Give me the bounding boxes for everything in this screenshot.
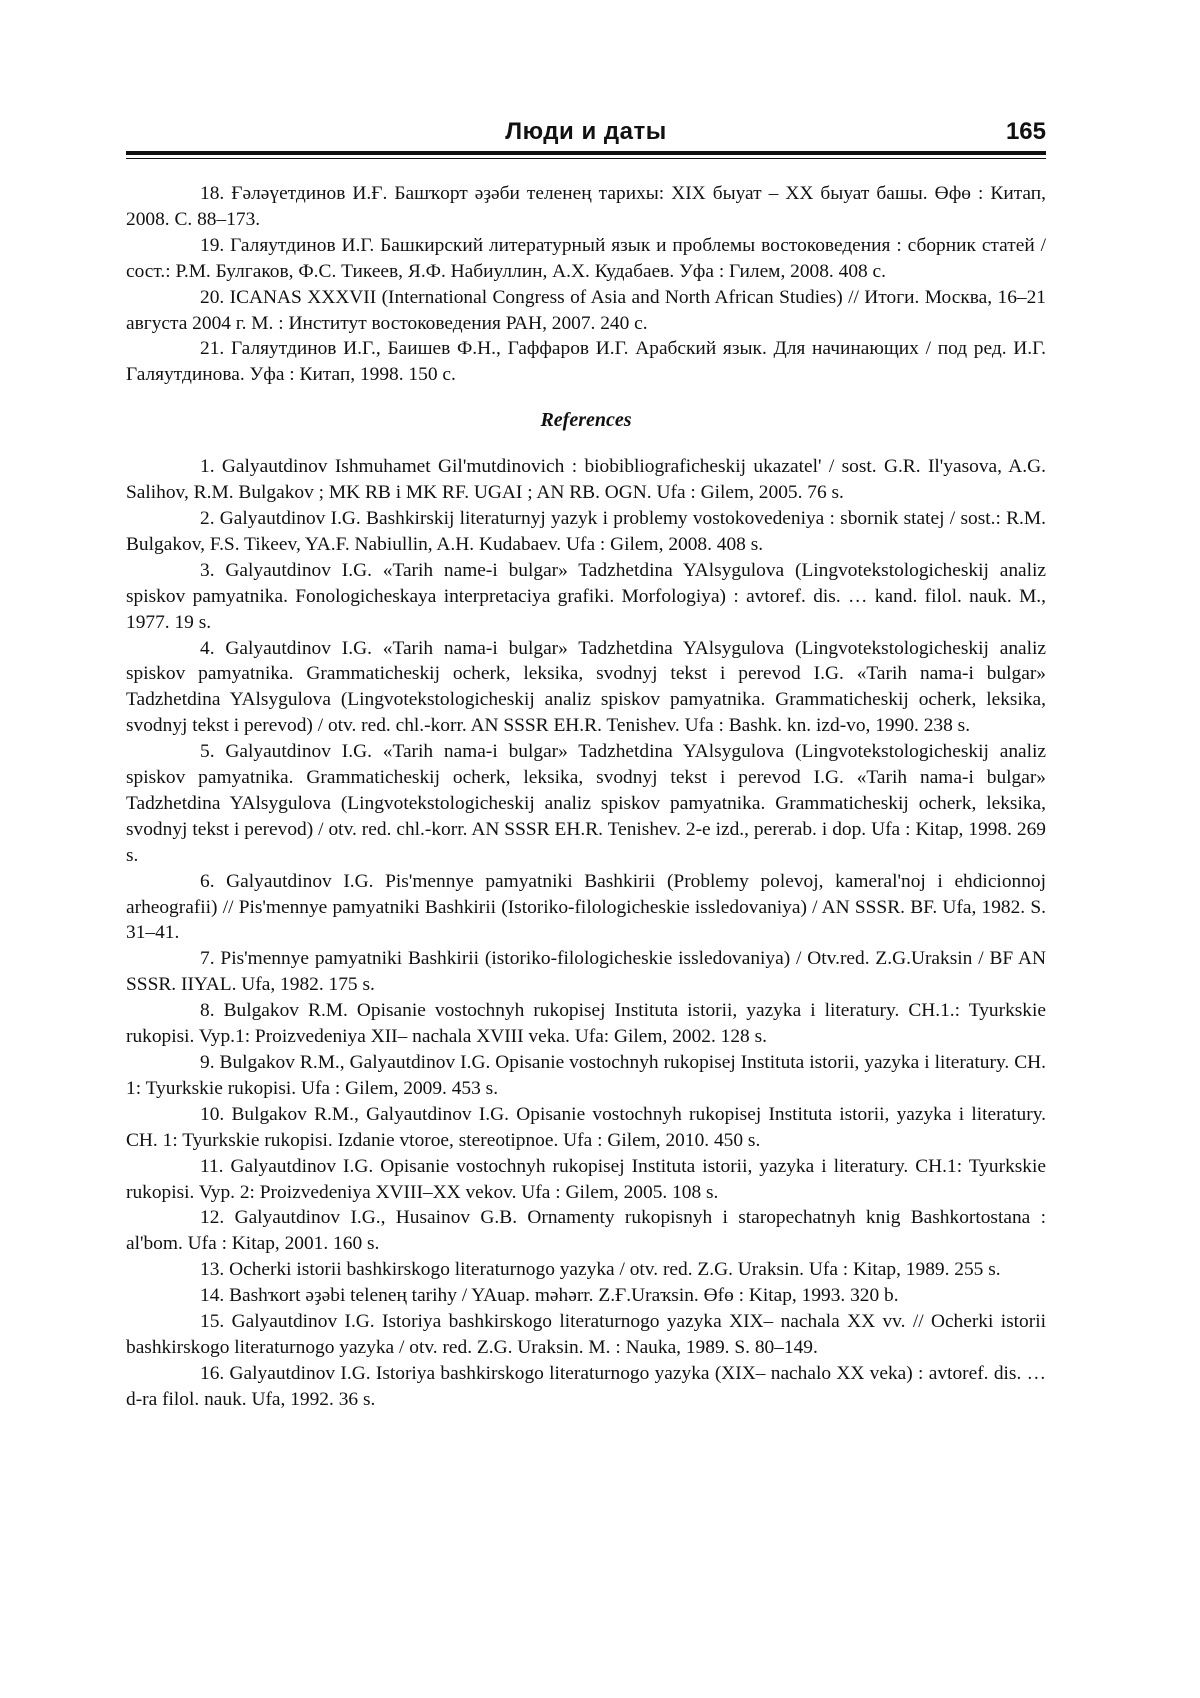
header-rule-thick: [126, 151, 1046, 155]
reference-entry: 7. Pis'mennye pamyatniki Bashkirii (istoriko-filologicheskie issledovaniya) / Otv.red. Z.G.Uraksin / BF AN SSSR. IIYAL. Ufa, 1982. 175 s.: [126, 948, 1046, 996]
running-header: [126, 118, 1046, 152]
reference-entry: 6. Galyautdinov I.G. Pis'mennye pamyatniki Bashkirii (Problemy polevoj, kameral'noj i ehdicionnoj arheografii) // Pis'mennye pamyatniki Bashkirii (Istoriko-filologicheskie issledovaniya) / AN SSSR. BF. Ufa, 1982. S. 31–41.: [126, 870, 1046, 944]
reference-entry: 12. Galyautdinov I.G., Husainov G.B. Ornamenty rukopisnyh i staropechatnyh knig Bashkortostana : al'bom. Ufa : Kitap, 2001. 160 s.: [126, 1207, 1046, 1255]
page-body: [126, 181, 1046, 1413]
bibliography-entry: 21. Галяутдинов И.Г., Баишев Ф.Н., Гаффаров И.Г. Арабский язык. Для начинающих / под ред. И.Г. Галяутдинова. Уфа : Китап, 1998. 150 с.: [126, 338, 1046, 386]
reference-entry: 3. Galyautdinov I.G. «Tarih name-i bulgar» Tadzhetdina YAlsygulova (Lingvotekstologicheskij analiz spiskov pamyatnika. Fonologicheskaya interpretaciya grafiki. Morfologiya) : avtoref. dis. … kand. filol. nauk. M., 1977. 19 s.: [126, 559, 1046, 633]
reference-entry: 1. Galyautdinov Ishmuhamet Gil'mutdinovich : biobibliograficheskij ukazatel' / sost. G.R. Il'yasova, A.G. Salihov, R.M. Bulgakov ; MK RB i MK RF. UGAI ; AN RB. OGN. Ufa : Gilem, 2005. 76 s.: [126, 456, 1046, 504]
reference-entry: 15. Galyautdinov I.G. Istoriya bashkirskogo literaturnogo yazyka XIX– nachala XX vv. // Ocherki istorii bashkirskogo literaturnogo yazyka / otv. red. Z.G. Uraksin. M. : Nauka, 1989. S. 80–149.: [126, 1311, 1046, 1358]
reference-entry: 14. Bashҡort әҙәbi teleneң tarihy / YAuap. məhərr. Z.Ғ.Uraҡsin. Өfө : Kitap, 1993. 320 b.: [200, 1285, 899, 1307]
reference-entry: 2. Galyautdinov I.G. Bashkirskij literaturnyj yazyk i problemy vostokovedeniya : sbornik statej / sost.: R.M. Bulgakov, F.S. Tikeev, YA.F. Nabiullin, A.H. Kudabaev. Ufa : Gilem, 2008. 408 s.: [126, 507, 1046, 555]
running-header-title: Люди и даты: [505, 118, 667, 145]
bibliography-entry: 18. Ғәләүетдинов И.Ғ. Башҡорт әҙәби теленең тарихы: XIX быуат – XX быуат башы. Өфө : Китап, 2008. С. 88–173.: [126, 183, 1047, 230]
reference-entry: 5. Galyautdinov I.G. «Tarih nama-i bulgar» Tadzhetdina YAlsygulova (Lingvotekstologicheskij analiz spiskov pamyatnika. Grammaticheskij ocherk, leksika, svodnyj tekst i perevod I.G. «Tarih nama-i bulgar» Tadzhetdina YAlsygulova (Lingvotekstologicheskij analiz spiskov pamyatnika. Grammaticheskij ocherk, leksika, svodnyj tekst i perevod) / otv. red. chl.-korr. AN SSSR EH.R. Tenishev. 2-e izd., pererab. i dop. Ufa : Kitap, 1998. 269 s.: [126, 741, 1046, 866]
reference-entry: 9. Bulgakov R.M., Galyautdinov I.G. Opisanie vostochnyh rukopisej Instituta istorii, yazyka i literatury. CH. 1: Tyurkskie rukopisi. Ufa : Gilem, 2009. 453 s.: [126, 1052, 1046, 1099]
bibliography-entry: 20. ICANAS XXXVII (International Congress of Asia and North African Studies) // Итоги. Москва, 16–21 августа 2004 г. М. : Институт востоковедения РАН, 2007. 240 с.: [126, 286, 1046, 334]
references-list: [126, 454, 1046, 1413]
bibliography-entry: 19. Галяутдинов И.Г. Башкирский литературный язык и проблемы востоковедения : сборник статей / сост.: Р.М. Булгаков, Ф.С. Тикеев, Я.Ф. Набиуллин, А.Х. Кудабаев. Уфа : Гилем, 2008. 408 с.: [126, 234, 1046, 282]
page-number: 165: [1005, 118, 1046, 145]
reference-entry: 4. Galyautdinov I.G. «Tarih nama-i bulgar» Tadzhetdina YAlsygulova (Lingvotekstologicheskij analiz spiskov pamyatnika. Grammaticheskij ocherk, leksika, svodnyj tekst i perevod I.G. «Tarih nama-i bulgar» Tadzhetdina YAlsygulova (Lingvotekstologicheskij analiz spiskov pamyatnika. Grammaticheskij ocherk, leksika, svodnyj tekst i perevod) / otv. red. chl.-korr. AN SSSR EH.R. Tenishev. Ufa : Bashk. kn. izd-vo, 1990. 238 s.: [126, 637, 1046, 737]
reference-entry: 8. Bulgakov R.M. Opisanie vostochnyh rukopisej Instituta istorii, yazyka i literatury. CH.1.: Tyurkskie rukopisi. Vyp.1: Proizvedeniya XII– nachala XVIII veka. Ufa: Gilem, 2002. 128 s.: [126, 1000, 1046, 1048]
header-rule-thin: [126, 158, 1046, 159]
reference-entry: 10. Bulgakov R.M., Galyautdinov I.G. Opisanie vostochnyh rukopisej Instituta istorii, yazyka i literatury. CH. 1: Tyurkskie rukopisi. Izdanie vtoroe, stereotipnoe. Ufa : Gilem, 2010. 450 s.: [126, 1103, 1046, 1151]
russian-bibliography: [126, 181, 1046, 388]
reference-entry: 13. Ocherki istorii bashkirskogo literaturnogo yazyka / otv. red. Z.G. Uraksin. Ufa : Kitap, 1989. 255 s.: [200, 1259, 1001, 1281]
reference-entry: 16. Galyautdinov I.G. Istoriya bashkirskogo literaturnogo yazyka (XIX– nachalo XX veka) : avtoref. dis. … d-ra filol. nauk. Ufa, 1992. 36 s.: [126, 1362, 1046, 1410]
references-heading: References: [540, 409, 632, 432]
reference-entry: 11. Galyautdinov I.G. Opisanie vostochnyh rukopisej Instituta istorii, yazyka i literatury. CH.1: Tyurkskie rukopisi. Vyp. 2: Proizvedeniya XVIII–XX vekov. Ufa : Gilem, 2005. 108 s.: [126, 1155, 1046, 1203]
